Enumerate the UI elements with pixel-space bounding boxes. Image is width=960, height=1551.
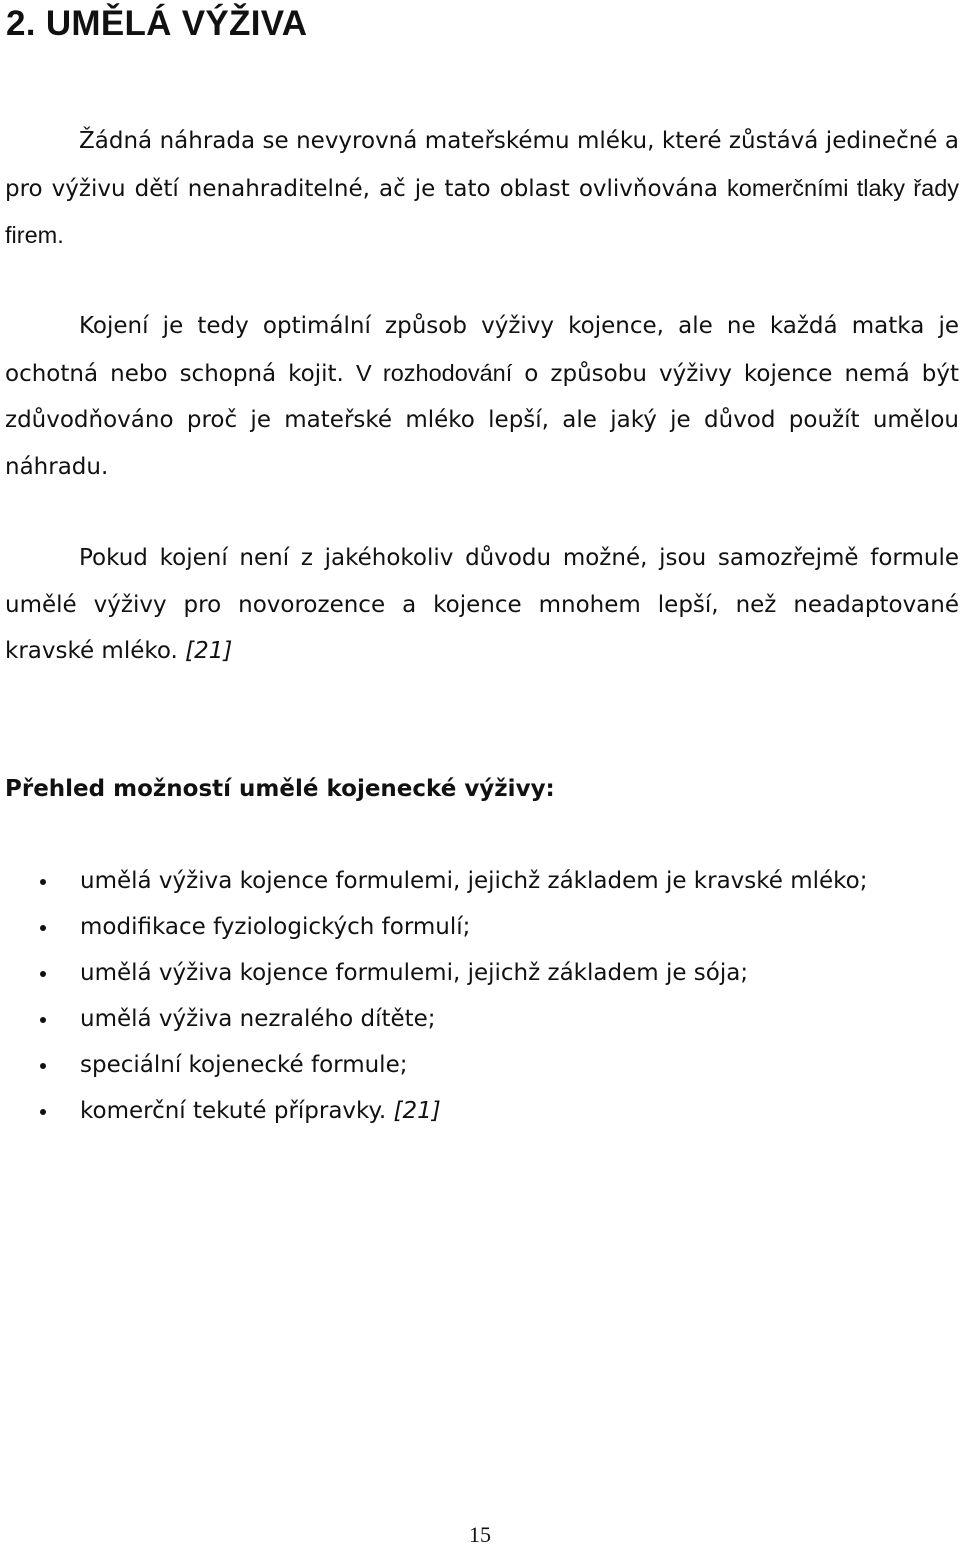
list-item-text: speciální kojenecké formule; (80, 1052, 408, 1078)
section-subheading: Přehled možností umělé kojenecké výživy: (5, 776, 555, 802)
bullet-icon (40, 925, 46, 931)
bullet-icon (40, 971, 46, 977)
list-item-text: komerční tekuté přípravky. (80, 1098, 387, 1124)
paragraph-2-start: Kojení je tedy optimální způsob výživy kojence, ale ne každá matka je ochotná nebo schopná kojit. (5, 313, 959, 387)
list-item (0, 950, 959, 996)
list-item (0, 996, 959, 1042)
bullet-list (0, 858, 959, 1134)
bullet-icon (40, 1063, 46, 1069)
citation-ref: [21] (393, 1098, 441, 1124)
list-item-text: umělá výživa nezralého dítěte; (80, 1006, 436, 1032)
paragraph-2-end: o způsobu výživy kojence nemá být zdůvodňováno proč je mateřské mléko lepší, ale jaký je důvod použít umělou náhradu. (5, 360, 959, 480)
list-item-text: modifikace fyziologických formulí; (80, 914, 471, 940)
paragraph-2-mid: V rozhodování (355, 359, 513, 386)
list-item (0, 1042, 959, 1088)
list-item (0, 858, 959, 904)
page-number: 15 (469, 1522, 491, 1547)
list-item-text: umělá výživa kojence formulemi, jejichž základem je sója; (80, 960, 749, 986)
list-item (0, 904, 959, 950)
paragraph-3-text: Pokud kojení není z jakéhokoliv důvodu možné, jsou samozřejmě formule umělé výživy pro novorozence a kojence mnohem lepší, než neadaptované kravské mléko. (5, 545, 959, 664)
bullet-icon (40, 1017, 46, 1023)
citation-ref: [21] (185, 638, 233, 664)
list-item-text: umělá výživa kojence formulemi, jejichž základem je kravské mléko; (80, 868, 868, 894)
bullet-icon (40, 879, 46, 885)
list-item (0, 1088, 959, 1134)
paragraph-1 (5, 118, 959, 260)
paragraph-2 (5, 303, 959, 490)
paragraph-3 (5, 535, 959, 675)
paragraph-1-text: Žádná náhrada se nevyrovná mateřskému mléku, které zůstává jedinečné a pro výživu dětí nenahraditelné, ač je tato oblast ovlivňována (5, 128, 959, 202)
bullet-icon (40, 1109, 46, 1115)
paragraph-1-end: komerčními tlaky řady firem. (5, 174, 960, 248)
chapter-heading: 2. UMĚLÁ VÝŽIVA (6, 4, 308, 43)
